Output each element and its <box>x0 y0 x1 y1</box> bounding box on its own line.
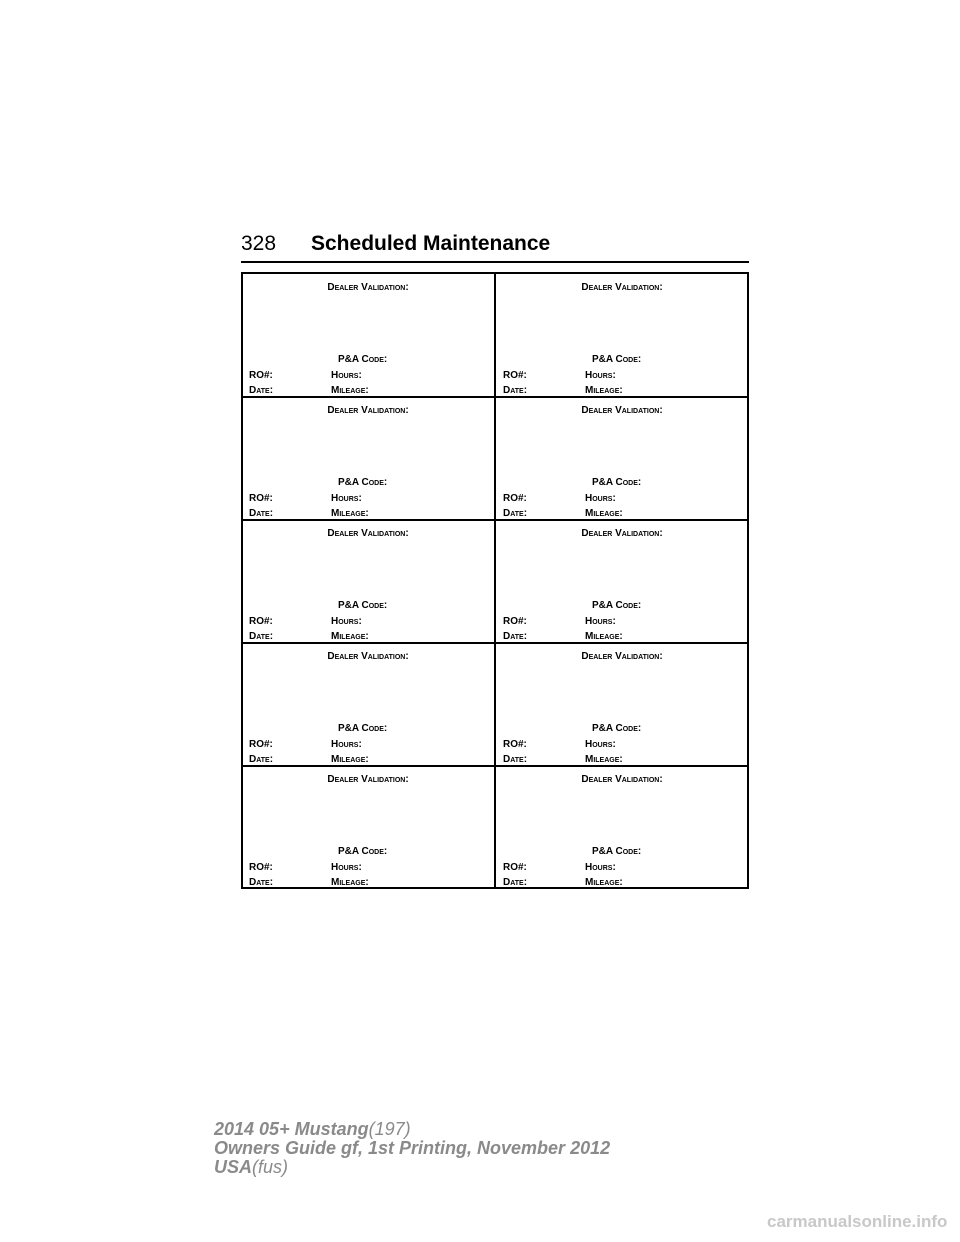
dealer-validation-label: Dealer Validation: <box>581 405 663 416</box>
ro-number-label: RO#: <box>249 493 273 504</box>
hours-label: Hours: <box>331 862 362 873</box>
date-label: Date: <box>249 631 274 642</box>
hours-label: Hours: <box>331 616 362 627</box>
dealer-validation-label: Dealer Validation: <box>327 528 409 539</box>
pa-code-label: P&A Code: <box>338 846 388 857</box>
validation-cell <box>497 766 747 887</box>
dealer-validation-label: Dealer Validation: <box>327 405 409 416</box>
pa-code-label: P&A Code: <box>592 723 642 734</box>
section-title: Scheduled Maintenance <box>311 232 551 255</box>
hours-label: Hours: <box>585 862 616 873</box>
hours-label: Hours: <box>585 616 616 627</box>
pa-code-label: P&A Code: <box>592 477 642 488</box>
hours-label: Hours: <box>585 493 616 504</box>
mileage-label: Mileage: <box>331 385 369 396</box>
date-label: Date: <box>503 754 528 765</box>
mileage-label: Mileage: <box>331 631 369 642</box>
ro-number-label: RO#: <box>249 370 273 381</box>
pa-code-label: P&A Code: <box>338 723 388 734</box>
ro-number-label: RO#: <box>249 862 273 873</box>
hours-label: Hours: <box>585 370 616 381</box>
ro-number-label: RO#: <box>249 739 273 750</box>
mileage-label: Mileage: <box>331 754 369 765</box>
ro-number-label: RO#: <box>503 370 527 381</box>
ro-number-label: RO#: <box>503 739 527 750</box>
mileage-label: Mileage: <box>585 508 623 519</box>
grid-column-divider <box>494 274 496 887</box>
footer-line-1: 2014 05+ Mustang(197) <box>214 1119 411 1139</box>
date-label: Date: <box>249 877 274 888</box>
validation-cell <box>243 766 493 887</box>
pa-code-label: P&A Code: <box>592 846 642 857</box>
dealer-validation-label: Dealer Validation: <box>581 528 663 539</box>
ro-number-label: RO#: <box>503 493 527 504</box>
dealer-validation-label: Dealer Validation: <box>327 282 409 293</box>
dealer-validation-label: Dealer Validation: <box>581 774 663 785</box>
header-rule <box>241 261 749 263</box>
hours-label: Hours: <box>331 493 362 504</box>
validation-cell <box>497 520 747 641</box>
date-label: Date: <box>249 385 274 396</box>
mileage-label: Mileage: <box>585 754 623 765</box>
date-label: Date: <box>503 508 528 519</box>
validation-cell <box>497 274 747 395</box>
date-label: Date: <box>503 877 528 888</box>
hours-label: Hours: <box>331 370 362 381</box>
watermark: carmanualsonline.info <box>767 1212 948 1231</box>
validation-cell <box>497 643 747 764</box>
validation-cell <box>243 643 493 764</box>
validation-cell <box>243 397 493 518</box>
dealer-validation-label: Dealer Validation: <box>581 651 663 662</box>
date-label: Date: <box>249 508 274 519</box>
date-label: Date: <box>249 754 274 765</box>
page-header <box>241 227 749 261</box>
validation-cell <box>497 397 747 518</box>
hours-label: Hours: <box>585 739 616 750</box>
ro-number-label: RO#: <box>503 616 527 627</box>
mileage-label: Mileage: <box>585 385 623 396</box>
dealer-validation-label: Dealer Validation: <box>581 282 663 293</box>
validation-grid <box>241 272 749 889</box>
validation-cell <box>243 274 493 395</box>
dealer-validation-label: Dealer Validation: <box>327 651 409 662</box>
document-footer <box>214 1120 610 1177</box>
hours-label: Hours: <box>331 739 362 750</box>
footer-line-2: Owners Guide gf, 1st Printing, November 2012 <box>214 1138 611 1158</box>
pa-code-label: P&A Code: <box>338 600 388 611</box>
mileage-label: Mileage: <box>585 631 623 642</box>
date-label: Date: <box>503 631 528 642</box>
mileage-label: Mileage: <box>331 508 369 519</box>
dealer-validation-label: Dealer Validation: <box>327 774 409 785</box>
pa-code-label: P&A Code: <box>592 600 642 611</box>
validation-cell <box>243 520 493 641</box>
ro-number-label: RO#: <box>249 616 273 627</box>
pa-code-label: P&A Code: <box>338 477 388 488</box>
mileage-label: Mileage: <box>331 877 369 888</box>
ro-number-label: RO#: <box>503 862 527 873</box>
date-label: Date: <box>503 385 528 396</box>
pa-code-label: P&A Code: <box>592 354 642 365</box>
page-number: 328 <box>241 232 277 255</box>
pa-code-label: P&A Code: <box>338 354 388 365</box>
mileage-label: Mileage: <box>585 877 623 888</box>
footer-line-3: USA(fus) <box>214 1157 289 1177</box>
